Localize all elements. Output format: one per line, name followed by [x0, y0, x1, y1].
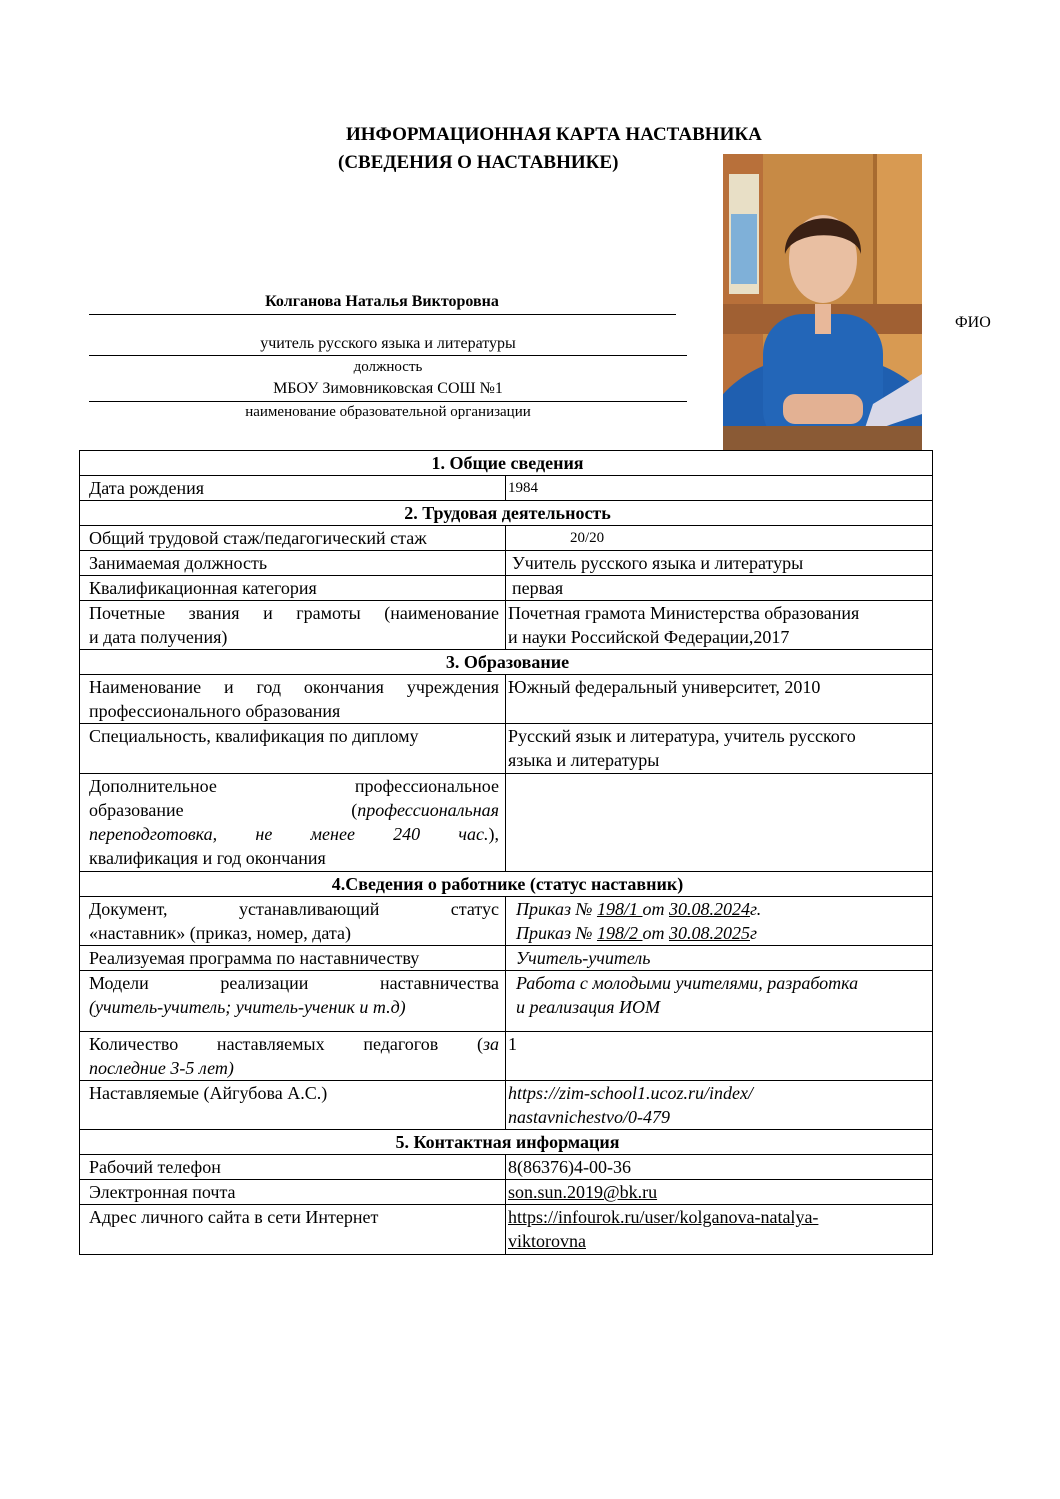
institution-value: Южный федеральный университет, 2010 [506, 675, 933, 724]
section-work-header [80, 501, 933, 526]
document-value: Приказ № 198/1 от 30.08.2024г. Приказ № 198/2 от 30.08.2025г [506, 897, 933, 946]
models-value: Работа с молодыми учителями, разработка и реализация ИОМ [506, 971, 933, 1032]
table-row [80, 476, 933, 501]
organization-caption: наименование образовательной организации [245, 404, 531, 420]
document-label: Документ, устанавливающий статус «наставник» (приказ, номер, дата) [80, 897, 506, 946]
section-title: 2. Трудовая деятельность [80, 501, 933, 526]
mentor-photo [723, 154, 922, 450]
table-row [80, 897, 933, 946]
experience-value: 20/20 [506, 526, 933, 551]
mentees-label: Наставляемые (Айгубова А.С.) [80, 1081, 506, 1130]
mentees-count-value: 1 [506, 1032, 933, 1081]
table-row [80, 526, 933, 551]
table-row [80, 1032, 933, 1081]
section-education-header [80, 650, 933, 675]
section-title: 1. Общие сведения [80, 451, 933, 476]
section-contacts-header [80, 1130, 933, 1155]
table-row [80, 601, 933, 650]
category-label: Квалификационная категория [80, 576, 506, 601]
specialty-value: Русский язык и литература, учитель русского языка и литературы [506, 724, 933, 774]
awards-label: Почетные звания и грамоты (наименование и дата получения) [80, 601, 506, 650]
mentees-count-label: Количество наставляемых педагогов (за последние 3-5 лет) [80, 1032, 506, 1081]
section-title: 3. Образование [80, 650, 933, 675]
phone-label: Рабочий телефон [80, 1155, 506, 1180]
awards-value: Почетная грамота Министерства образования и науки Российской Федерации,2017 [506, 601, 933, 650]
page-subtitle: (СВЕДЕНИЯ О НАСТАВНИКЕ) [338, 152, 619, 173]
phone-value: 8(86376)4-00-36 [506, 1155, 933, 1180]
birth-value: 1984 [506, 476, 933, 501]
section-mentor-header [80, 872, 933, 897]
table-row [80, 1205, 933, 1255]
table-row [80, 1081, 933, 1130]
experience-label: Общий трудовой стаж/педагогический стаж [80, 526, 506, 551]
fio-caption: ФИО [955, 314, 991, 331]
section-general-header [80, 451, 933, 476]
mentor-position: учитель русского языка и литературы [260, 335, 516, 352]
additional-education-value [506, 774, 933, 872]
site-link[interactable]: https://infourok.ru/user/kolganova-natalya- viktorovna [506, 1205, 933, 1255]
program-label: Реализуемая программа по наставничеству [80, 946, 506, 971]
table-row [80, 551, 933, 576]
mentor-name: Колганова Наталья Викторовна [265, 293, 499, 310]
specialty-label: Специальность, квалификация по диплому [80, 724, 506, 774]
mentor-organization: МБОУ Зимовниковская СОШ №1 [273, 380, 503, 397]
table-row [80, 724, 933, 774]
category-value: первая [506, 576, 933, 601]
table-row [80, 675, 933, 724]
mentor-info-table [79, 450, 933, 1255]
section-title: 4.Сведения о работнике (статус наставник) [80, 872, 933, 897]
name-underline [89, 314, 676, 315]
mentees-link[interactable]: https://zim-school1.ucoz.ru/index/ nastavnichestvo/0-479 [506, 1081, 933, 1130]
post-value: Учитель русского языка и литературы [506, 551, 933, 576]
table-row [80, 971, 933, 1032]
institution-label: Наименование и год окончания учреждения профессионального образования [80, 675, 506, 724]
table-row [80, 576, 933, 601]
table-row [80, 774, 933, 872]
models-label: Модели реализации наставничества (учитель-учитель; учитель-ученик и т.д) [80, 971, 506, 1032]
position-underline [89, 355, 687, 356]
site-label: Адрес личного сайта в сети Интернет [80, 1205, 506, 1255]
organization-underline [89, 401, 687, 402]
table-row [80, 1180, 933, 1205]
email-label: Электронная почта [80, 1180, 506, 1205]
additional-education-label: Дополнительное профессиональное образование (профессиональная переподготовка, не менее 240 час.), квалификация и год окончания [80, 774, 506, 872]
section-title: 5. Контактная информация [80, 1130, 933, 1155]
table-row [80, 946, 933, 971]
birth-label: Дата рождения [80, 476, 506, 501]
portrait-image [723, 154, 922, 450]
table-row [80, 1155, 933, 1180]
post-label: Занимаемая должность [80, 551, 506, 576]
program-value: Учитель-учитель [506, 946, 933, 971]
page-title: ИНФОРМАЦИОННАЯ КАРТА НАСТАВНИКА [346, 124, 762, 145]
position-caption: должность [353, 359, 423, 375]
email-link[interactable]: son.sun.2019@bk.ru [506, 1180, 933, 1205]
